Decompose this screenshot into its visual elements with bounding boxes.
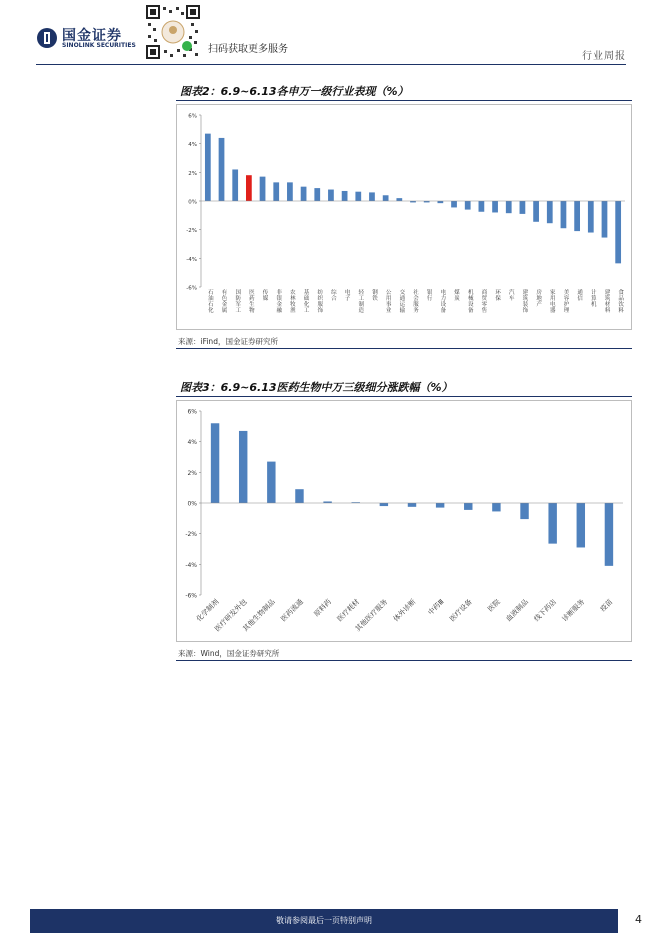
figure2-category-label: 食品饮料 [617, 289, 624, 313]
sinolink-logo-icon [36, 27, 58, 49]
figure2-bar [451, 201, 457, 207]
figure2-title: 图表2：6.9~6.13各申万一级行业表现（%） [180, 85, 409, 98]
figure2-bar [615, 201, 621, 263]
figure2-bar [219, 138, 225, 201]
figure3-bar [295, 489, 303, 503]
figure2-category-label: 房地产 [535, 289, 542, 307]
figure3-source: 来源：Wind，国金证券研究所 [178, 649, 280, 658]
figure2-category-label: 建筑材料 [603, 289, 610, 313]
figure2-bar [287, 182, 293, 201]
figure2-category-label: 非银金融 [275, 289, 282, 313]
figure2-chart-frame [176, 104, 632, 330]
figure3-y-tick: -6% [185, 592, 197, 600]
figure2-category-label: 计算机 [589, 289, 596, 307]
figure2-y-tick: -2% [186, 228, 197, 235]
report-type-label: 行业周报 [582, 51, 626, 62]
figure2-category-label: 通信 [576, 289, 583, 301]
figure2-category-label: 社会服务 [412, 289, 418, 313]
figure3-category-label: 其他生物制品 [241, 597, 277, 634]
figure2-category-label: 汽车 [507, 289, 514, 301]
figure2-category-label: 电子 [343, 289, 350, 301]
figure2-category-label: 农林牧渔 [288, 289, 295, 313]
figure2-category-label: 轻工制造 [357, 289, 364, 313]
figure3-title-divider [176, 396, 632, 397]
figure3-bar [605, 503, 613, 566]
qr-code-icon[interactable] [145, 4, 201, 60]
figure3-y-tick: 6% [187, 408, 197, 416]
page-number: 4 [635, 913, 642, 926]
figure2-category-label: 银行 [425, 289, 432, 301]
figure2-bar [246, 175, 252, 201]
figure2-bar [383, 195, 389, 201]
figure3-category-label: 医疗设备 [448, 597, 474, 624]
figure3-bar [492, 503, 500, 511]
figure2-category-label: 电力设备 [439, 289, 446, 313]
figure3-category-label: 医疗耗材 [335, 597, 362, 624]
figure2-bar [465, 201, 471, 210]
figure3-category-label: 医疗研发外包 [213, 597, 249, 634]
figure2-y-tick: 2% [188, 170, 197, 177]
figure2-bar [561, 201, 567, 228]
figure2-bar [328, 190, 334, 201]
figure3-bar-chart [177, 401, 631, 641]
figure2-source-divider [176, 348, 632, 349]
figure2-bar [479, 201, 485, 212]
figure2-category-label: 基础化工 [302, 289, 309, 313]
figure2-bar [437, 201, 443, 203]
figure3-bar [239, 431, 247, 503]
figure2-bar [588, 201, 594, 233]
figure2-category-label: 环保 [494, 289, 501, 301]
figure3-category-label: 诊断服务 [560, 597, 587, 624]
figure3-bar [211, 423, 219, 503]
figure3-bar [577, 503, 585, 547]
figure2-y-tick: 6% [188, 113, 197, 120]
figure2-bar [232, 169, 238, 201]
figure3-y-tick: -2% [185, 531, 197, 539]
figure2-category-label: 纺织服饰 [316, 289, 323, 313]
figure3-bar [548, 503, 556, 544]
figure2-bar [492, 201, 498, 212]
figure2-category-label: 家用电器 [548, 289, 555, 313]
figure3-y-tick: 0% [187, 500, 197, 508]
figure3-y-tick: -4% [185, 561, 197, 569]
figure2-category-label: 有色金属 [220, 289, 227, 313]
figure2-category-label: 商贸零售 [480, 289, 487, 313]
figure3-category-label: 原料药 [312, 597, 334, 619]
footer-disclaimer: 敬请参阅最后一页特别声明 [276, 916, 372, 925]
header-divider [36, 64, 626, 65]
figure2-category-label: 传媒 [261, 289, 268, 301]
footer-bar [30, 909, 618, 933]
figure3-bar [464, 503, 472, 510]
figure3-category-label: 其他医疗服务 [353, 597, 390, 634]
figure3-source-divider [176, 660, 632, 661]
figure2-bar [533, 201, 539, 222]
figure3-category-label: 疫苗 [598, 597, 615, 614]
figure3-category-label: 医院 [486, 597, 502, 614]
figure2-category-label: 美容护理 [562, 289, 569, 313]
figure2-category-label: 机械设备 [466, 289, 473, 313]
figure2-category-label: 公用事业 [384, 289, 391, 313]
figure3-category-label: 血液制品 [504, 597, 530, 624]
figure2-y-tick: 4% [188, 142, 197, 149]
figure2-category-label: 医药生物 [247, 289, 254, 313]
figure3-bar [408, 503, 416, 507]
figure3-bar [436, 503, 444, 508]
figure2-category-label: 国防军工 [234, 289, 241, 313]
figure3-bar [267, 462, 275, 503]
figure2-bar [602, 201, 608, 238]
page-header [0, 0, 662, 66]
figure3-category-label: 中药Ⅲ [426, 597, 446, 617]
figure2-bar [574, 201, 580, 231]
figure3-category-label: 线下药店 [532, 597, 559, 624]
figure2-category-label: 建筑装饰 [521, 289, 528, 313]
figure2-bar-chart [177, 105, 631, 329]
figure3-title: 图表3：6.9~6.13医药生物中万三级细分涨跌幅（%） [180, 381, 453, 394]
figure2-bar [260, 177, 266, 201]
figure2-category-label: 石油石化 [206, 289, 213, 313]
figure2-y-tick: -4% [186, 256, 197, 263]
figure2-source: 来源：iFind，国金证券研究所 [178, 337, 278, 346]
figure2-category-label: 综合 [329, 289, 336, 301]
figure3-bar [520, 503, 528, 519]
figure2-bar [205, 134, 211, 201]
brand-name-en: SINOLINK SECURITIES [62, 42, 136, 49]
figure2-bar [520, 201, 526, 214]
figure2-y-tick: 0% [188, 199, 197, 206]
figure3-bar [380, 503, 388, 506]
figure3-category-label: 体外诊断 [391, 597, 418, 624]
figure3-y-tick: 2% [187, 469, 197, 477]
figure3-y-tick: 4% [187, 439, 197, 447]
figure2-bar [355, 192, 361, 201]
figure2-bar [547, 201, 553, 223]
figure2-bar [301, 187, 307, 201]
figure2-bar [506, 201, 512, 213]
figure2-bar [314, 188, 320, 201]
figure3-category-label: 化学制剂 [195, 597, 221, 624]
figure2-category-label: 煤炭 [453, 289, 460, 301]
figure2-bar [273, 182, 279, 201]
figure2-category-label: 交通运输 [398, 289, 405, 313]
figure2-bar [342, 191, 348, 201]
scan-service-text: 扫码获取更多服务 [208, 44, 288, 55]
figure3-category-label: 医药流通 [279, 597, 305, 624]
figure2-bar [369, 192, 375, 201]
figure2-title-divider [176, 100, 632, 101]
brand-name-cn: 国金证券 [62, 28, 122, 44]
figure2-y-tick: -6% [186, 285, 197, 292]
figure2-category-label: 钢铁 [370, 289, 377, 301]
figure3-chart-frame [176, 400, 632, 642]
figure2-bar [396, 198, 402, 201]
